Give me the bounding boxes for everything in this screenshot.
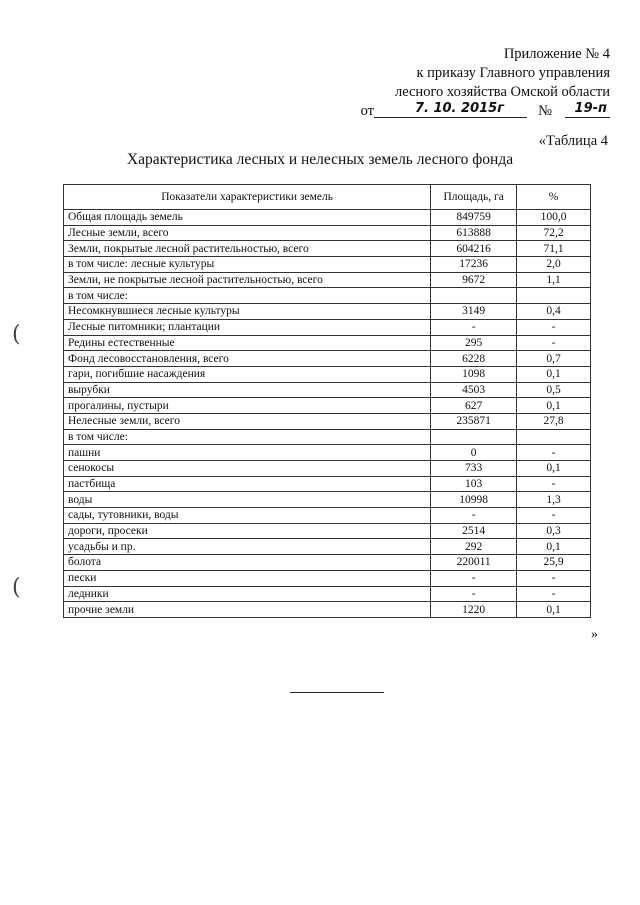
separator-line <box>290 692 384 693</box>
row-area-cell <box>431 429 517 445</box>
row-percent-cell: 72,2 <box>517 225 591 241</box>
row-area-cell: - <box>431 319 517 335</box>
row-area-cell: 292 <box>431 539 517 555</box>
row-indicator-cell: прогалины, пустыри <box>64 398 431 414</box>
row-percent-cell: 27,8 <box>517 413 591 429</box>
table-row <box>64 257 591 273</box>
row-percent-cell: - <box>517 586 591 602</box>
row-indicator-cell: сады, тутовники, воды <box>64 508 431 524</box>
row-area-cell: 220011 <box>431 555 517 571</box>
table-row <box>64 429 591 445</box>
table-row <box>64 241 591 257</box>
row-indicator-cell: воды <box>64 492 431 508</box>
row-indicator-cell: дороги, просеки <box>64 523 431 539</box>
row-percent-cell: - <box>517 335 591 351</box>
row-percent-cell: 0,1 <box>517 398 591 414</box>
table-row <box>64 445 591 461</box>
row-indicator-cell: гари, погибшие насаждения <box>64 366 431 382</box>
row-area-cell: 3149 <box>431 304 517 320</box>
row-percent-cell: 0,1 <box>517 539 591 555</box>
document-title: Характеристика лесных и нелесных земель лесного фонда <box>126 151 514 168</box>
table-row <box>64 319 591 335</box>
row-indicator-cell: болота <box>64 555 431 571</box>
row-indicator-cell: ледники <box>64 586 431 602</box>
row-area-cell <box>431 288 517 304</box>
row-indicator-cell: сенокосы <box>64 461 431 477</box>
row-indicator-cell: Фонд лесовосстановления, всего <box>64 351 431 367</box>
row-area-cell: - <box>431 508 517 524</box>
row-percent-cell: 0,3 <box>517 523 591 539</box>
row-percent-cell: - <box>517 508 591 524</box>
column-header-area: Площадь, га <box>431 185 517 210</box>
row-indicator-cell: Нелесные земли, всего <box>64 413 431 429</box>
row-area-cell: - <box>431 570 517 586</box>
table-row <box>64 523 591 539</box>
row-area-cell: 9672 <box>431 272 517 288</box>
table-row <box>64 351 591 367</box>
row-indicator-cell: Земли, покрытые лесной растительностью, всего <box>64 241 431 257</box>
row-area-cell: 1098 <box>431 366 517 382</box>
row-area-cell: 6228 <box>431 351 517 367</box>
row-indicator-cell: Общая площадь земель <box>64 210 431 226</box>
row-percent-cell: 0,5 <box>517 382 591 398</box>
row-percent-cell: 0,1 <box>517 461 591 477</box>
date-prefix: от <box>360 103 374 119</box>
row-indicator-cell: усадьбы и пр. <box>64 539 431 555</box>
appendix-number: Приложение № 4 <box>503 46 610 62</box>
table-row <box>64 272 591 288</box>
row-percent-cell: 71,1 <box>517 241 591 257</box>
row-percent-cell: 0,7 <box>517 351 591 367</box>
row-area-cell: 1220 <box>431 602 517 618</box>
column-header-percent: % <box>517 185 591 210</box>
row-indicator-cell: пашни <box>64 445 431 461</box>
date-number-line <box>360 101 610 122</box>
row-indicator-cell: Лесные земли, всего <box>64 225 431 241</box>
punch-hole-mark: ( <box>12 322 21 347</box>
row-area-cell: 613888 <box>431 225 517 241</box>
table-row <box>64 476 591 492</box>
row-percent-cell: - <box>517 476 591 492</box>
table-row <box>64 225 591 241</box>
table-row <box>64 508 591 524</box>
row-area-cell: 0 <box>431 445 517 461</box>
number-sign: № <box>538 103 552 119</box>
row-indicator-cell: Земли, не покрытые лесной растительностью, всего <box>64 272 431 288</box>
row-indicator-cell: пастбища <box>64 476 431 492</box>
table-row <box>64 492 591 508</box>
row-area-cell: 17236 <box>431 257 517 273</box>
row-percent-cell <box>517 429 591 445</box>
land-characteristics-table <box>63 184 591 618</box>
closing-quote: » <box>591 627 598 642</box>
appendix-header <box>360 45 610 122</box>
table-row <box>64 461 591 477</box>
table-row <box>64 539 591 555</box>
handwritten-date: 7. 10. 2015г <box>414 101 504 116</box>
row-percent-cell: 1,1 <box>517 272 591 288</box>
table-body <box>64 210 591 618</box>
table-header-row <box>64 185 591 210</box>
row-area-cell: 235871 <box>431 413 517 429</box>
row-indicator-cell: в том числе: <box>64 429 431 445</box>
row-indicator-cell: Редины естественные <box>64 335 431 351</box>
row-percent-cell: 0,4 <box>517 304 591 320</box>
table-row <box>64 398 591 414</box>
row-percent-cell: 0,1 <box>517 366 591 382</box>
table-row <box>64 304 591 320</box>
row-indicator-cell: вырубки <box>64 382 431 398</box>
table-row <box>64 602 591 618</box>
row-percent-cell: - <box>517 570 591 586</box>
table-row <box>64 210 591 226</box>
authority-name: лесного хозяйства Омской области <box>394 84 610 100</box>
row-percent-cell <box>517 288 591 304</box>
row-indicator-cell: пески <box>64 570 431 586</box>
table-row <box>64 366 591 382</box>
row-area-cell: 604216 <box>431 241 517 257</box>
table-row <box>64 382 591 398</box>
row-area-cell: 10998 <box>431 492 517 508</box>
order-reference: к приказу Главного управления <box>416 65 610 81</box>
row-indicator-cell: прочие земли <box>64 602 431 618</box>
row-area-cell: 627 <box>431 398 517 414</box>
row-indicator-cell: в том числе: <box>64 288 431 304</box>
row-area-cell: 103 <box>431 476 517 492</box>
column-header-indicator: Показатели характеристики земель <box>64 185 431 210</box>
row-area-cell: - <box>431 586 517 602</box>
table-row <box>64 335 591 351</box>
row-indicator-cell: в том числе: лесные культуры <box>64 257 431 273</box>
row-area-cell: 4503 <box>431 382 517 398</box>
row-percent-cell: 100,0 <box>517 210 591 226</box>
table-row <box>64 570 591 586</box>
row-area-cell: 849759 <box>431 210 517 226</box>
row-percent-cell: 1,3 <box>517 492 591 508</box>
table-row <box>64 413 591 429</box>
row-area-cell: 733 <box>431 461 517 477</box>
row-indicator-cell: Несомкнувшиеся лесные культуры <box>64 304 431 320</box>
row-percent-cell: - <box>517 445 591 461</box>
table-label: «Таблица 4 <box>538 133 608 149</box>
punch-hole-mark: ( <box>12 575 21 600</box>
handwritten-number: 19-п <box>574 101 607 116</box>
row-area-cell: 295 <box>431 335 517 351</box>
row-percent-cell: 0,1 <box>517 602 591 618</box>
row-percent-cell: 2,0 <box>517 257 591 273</box>
row-percent-cell: - <box>517 319 591 335</box>
row-indicator-cell: Лесные питомники; плантации <box>64 319 431 335</box>
row-percent-cell: 25,9 <box>517 555 591 571</box>
table-row <box>64 586 591 602</box>
row-area-cell: 2514 <box>431 523 517 539</box>
table-row <box>64 288 591 304</box>
table-row <box>64 555 591 571</box>
